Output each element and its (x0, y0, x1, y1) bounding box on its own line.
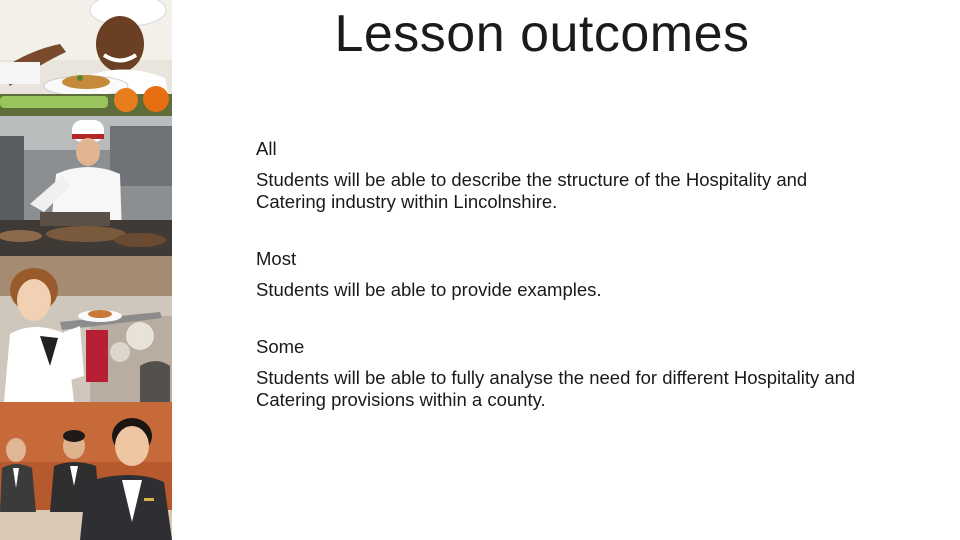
photo-strip (0, 0, 172, 540)
chef-plating-food-photo (0, 0, 172, 116)
outcome-description: Students will be able to fully analyse the need for different Hospitality and Catering provisions within a county. (256, 367, 856, 410)
outcome-description: Students will be able to provide examples. (256, 279, 602, 300)
outcome-level-label: Some (256, 336, 305, 357)
outcome-most (256, 248, 856, 301)
slide-title: Lesson outcomes (334, 5, 750, 63)
waitress-serving-photo (0, 256, 172, 402)
outcome-description: Students will be able to describe the structure of the Hospitality and Catering industry within Lincolnshire. (256, 169, 808, 212)
outcomes-list (256, 138, 856, 411)
outcome-level-label: Most (256, 248, 297, 269)
chef-in-kitchen-photo (0, 116, 172, 256)
hotel-staff-photo (0, 402, 172, 540)
outcome-some (256, 336, 856, 411)
outcome-all (256, 138, 856, 213)
outcome-level-label: All (256, 138, 277, 159)
